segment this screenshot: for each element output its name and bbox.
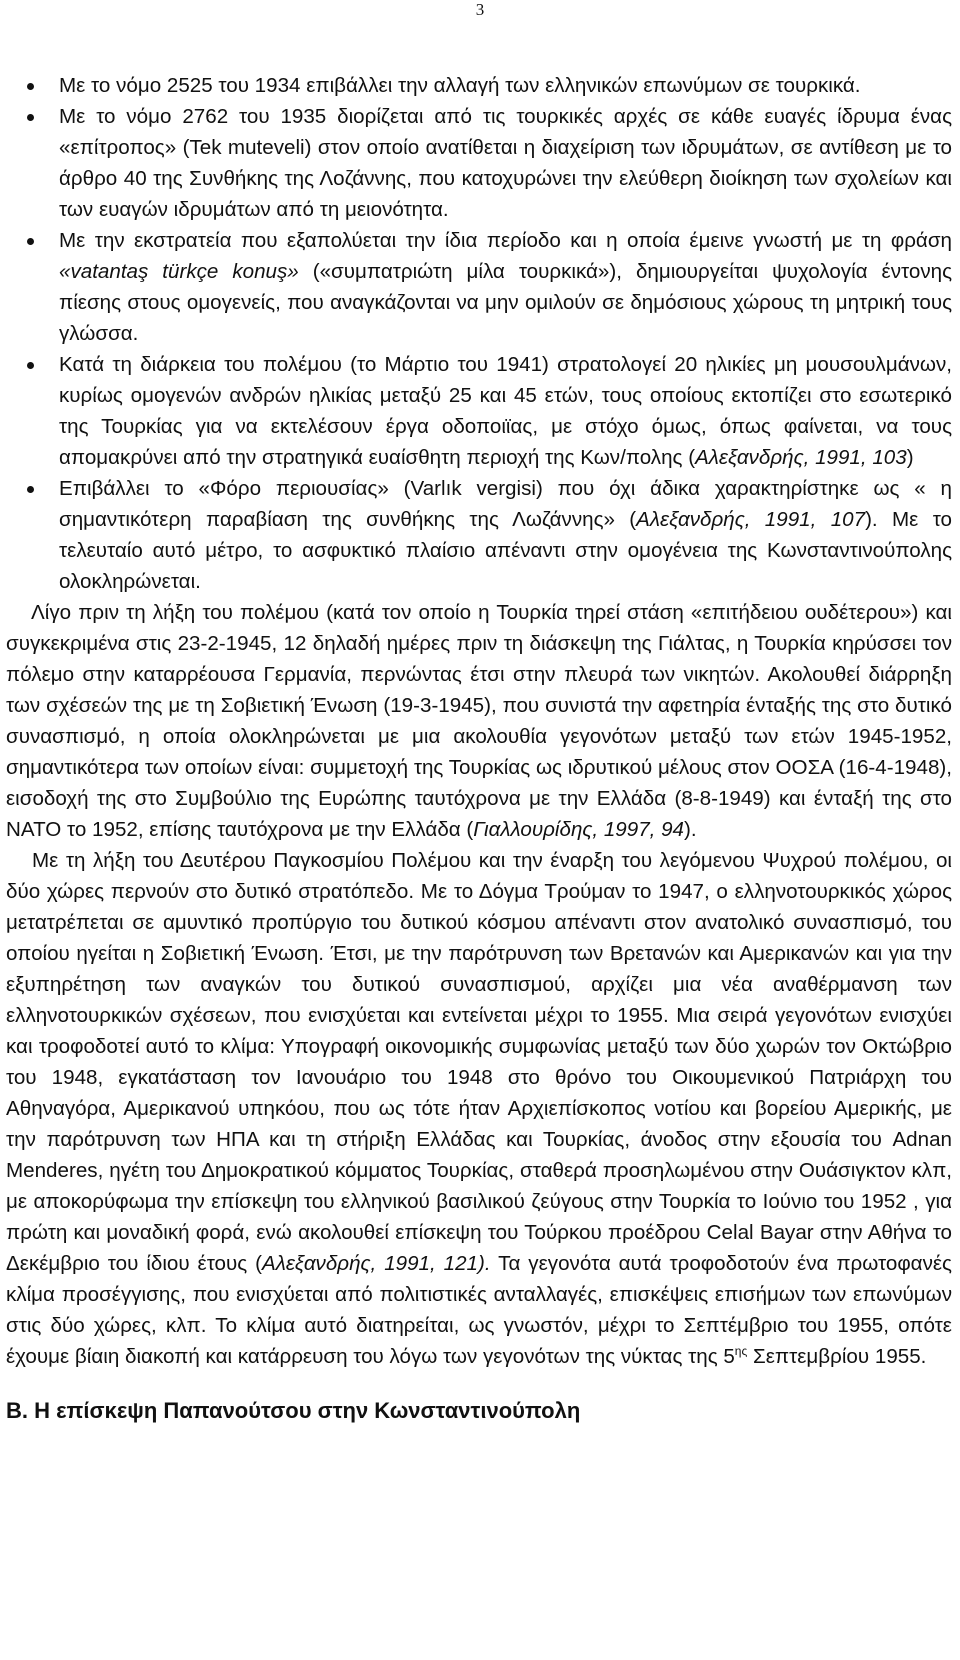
section-heading: Β. Η επίσκεψη Παπανούτσου στην Κωνσταντινούπολη	[6, 1398, 581, 1423]
superscript: ης	[734, 1344, 748, 1358]
citation: Γιαλλουρίδης, 1997, 94	[473, 818, 685, 841]
list-item: Με την εκστρατεία που εξαπολύεται την ίδια περίοδο και η οποία έμεινε γνωστή με τη φράση «vatantaş türkçe konuş» («συμπατριώτη μίλα τουρκικά»), δημιουργείται ψυχολογία έντονης πίεσης στους ομογενείς, που αναγκάζονται να μην ομιλούν σε δημόσιους χώρους τη μητρική τους γλώσσα.	[6, 225, 952, 349]
body-paragraph: Με τη λήξη του Δευτέρου Παγκοσμίου Πολέμου και την έναρξη του λεγόμενου Ψυχρού πολέμου, οι δύο χώρες περνούν στο δυτικό στρατόπεδο. Με το Δόγμα Τρούμαν το 1947, ο ελληνοτουρκικός χώρος μετατρέπεται σε αμυντικό προπύργιο του δυτικού κόσμου απέναντι στον ανατολικό συνασπισμό, του οποίου ηγείται η Σοβιετική Ένωση. Έτσι, με την παρότρυνση των Βρετανών και Αμερικανών και για την εξυπηρέτηση των αναγκών του δυτικού συνασπισμού, αρχίζει μια νέα αναθέρμανση των ελληνοτουρκικών σχέσεων, που ενισχύεται και εντείνεται μέχρι το 1955. Μια σειρά γεγονότων ενισχύει και τροφοδοτεί αυτό το κλίμα: Υπογραφή οικονομικής συμφωνίας μεταξύ των δύο χωρών τον Οκτώβριο του 1948, εγκατάσταση τον Ιανουάριο του 1948 στο θρόνο του Οικουμενικού Πατριάρχη του Αθηναγόρα, Αμερικανού υπηκόου, που ως τότε ήταν Αρχιεπίσκοπος νοτίου και βορείου Αμερικής, με την παρότρυνση των ΗΠΑ και τη στήριξη Ελλάδας και Τουρκίας, άνοδος στην εξουσία του Adnan Menderes, ηγέτη του Δημοκρατικού κόμματος Τουρκίας, σταθερά προσηλωμένου στην Ουάσιγκτον κλπ, με αποκορύφωμα την επίσκεψη του ελληνικού βασιλικού ζεύγους στην Τουρκία το Ιούνιο του 1952 , για πρώτη και μοναδική φορά, ενώ ακολουθεί επίσκεψη του Τούρκου προέδρου Celal Bayar στην Αθήνα το Δεκέμβριο του ίδιου έτους (Αλεξανδρής, 1991, 121). Τα γεγονότα αυτά τροφοδοτούν ένα πρωτοφανές κλίμα προσέγγισης, που ενισχύεται από πολιτιστικές ανταλλαγές, επισκέψεις επισήμων των επωνύμων στις δύο χώρες, κλπ. Το κλίμα αυτό διατηρείται, ως γνωστόν, μέχρι το Σεπτέμβριο του 1955, οπότε έχουμε βίαιη διακοπή και κατάρρευση του λόγω των γεγονότων της νύκτας της $5^{\eta\varsigma}$ Σεπτεμβρίου 1955.	[6, 849, 952, 1368]
list-item: Κατά τη διάρκεια του πολέμου (το Μάρτιο του 1941) στρατολογεί 20 ηλικίες μη μουσουλμάνων, κυρίως ομογενών ανδρών ηλικίας μεταξύ 25 και 45 ετών, τους οποίους εκτοπίζει στο εσωτερικό της Τουρκίας για να εκτελέσουν έργα οδοποιϊας, με στόχο όμως, όπως φαίνεται, να τους απομακρύνει από την στρατηγικά ευαίσθητη περιοχή της Κων/πολης (Αλεξανδρής, 1991, 103)	[6, 349, 952, 473]
page-number: 3	[475, 0, 485, 19]
bullet-list	[6, 70, 952, 597]
document-body	[6, 70, 952, 1426]
body-paragraph: Λίγο πριν τη λήξη του πολέμου (κατά τον οποίο η Τουρκία τηρεί στάση «επιτήδειου ουδέτερου») και συγκεκριμένα στις 23-2-1945, 12 δηλαδή ημέρες πριν τη διάσκεψη της Γιάλτας, η Τουρκία κηρύσσει τον πόλεμο στην καταρρέουσα Γερμανία, περνώντας έτσι στην πλευρά των νικητών. Ακολουθεί διάρρηξη των σχέσεών της με τη Σοβιετική Ένωση (19-3-1945), που συνιστά την αφετηρία ένταξής της στο δυτικό συνασπισμό, η οποία ολοκληρώνεται με μια ακολουθία γεγονότων μεταξύ των ετών 1945-1952, σημαντικότερα των οποίων είναι: συμμετοχή της Τουρκίας ως ιδρυτικού μέλους στον ΟΟΣΑ (16-4-1948), εισοδοχή της στο Συμβούλιο της Ευρώπης ταυτόχρονα με την Ελλάδα (8-8-1949) και ένταξή της στο ΝΑΤΟ το 1952, επίσης ταυτόχρονα με την Ελλάδα (Γιαλλουρίδης, 1997, 94).	[6, 601, 952, 841]
citation: Αλεξανδρής, 1991, 103	[695, 446, 907, 469]
list-item: Με το νόμο 2525 του 1934 επιβάλλει την αλλαγή των ελληνικών επωνύμων σε τουρκικά.	[6, 70, 952, 101]
list-item: Επιβάλλει το «Φόρο περιουσίας» (Varlık vergisi) που όχι άδικα χαρακτηρίστηκε ως « η σημαντικότερη παραβίαση της συνθήκης της Λωζάννης» (Αλεξανδρής, 1991, 107). Με το τελευταίο αυτό μέτρο, το ασφυκτικό πλαίσιο απέναντι στην ομογένεια της Κωνσταντινούπολης ολοκληρώνεται.	[6, 473, 952, 597]
citation: Αλεξανδρής, 1991, 121).	[261, 1252, 491, 1275]
list-item: Με το νόμο 2762 του 1935 διορίζεται από τις τουρκικές αρχές σε κάθε ευαγές ίδρυμα ένας «επίτροπος» (Tek muteveli) στον οποίο ανατίθεται η διαχείριση των ιδρυμάτων, σε αντίθεση με το άρθρο 40 της Συνθήκης της Λοζάννης, που κατοχυρώνει την ελεύθερη διοίκηση των σχολείων και των ευαγών ιδρυμάτων από τη μειονότητα.	[6, 101, 952, 225]
citation: Αλεξανδρής, 1991, 107	[636, 508, 866, 531]
italic-phrase: «vatantaş türkçe konuş»	[59, 260, 299, 283]
